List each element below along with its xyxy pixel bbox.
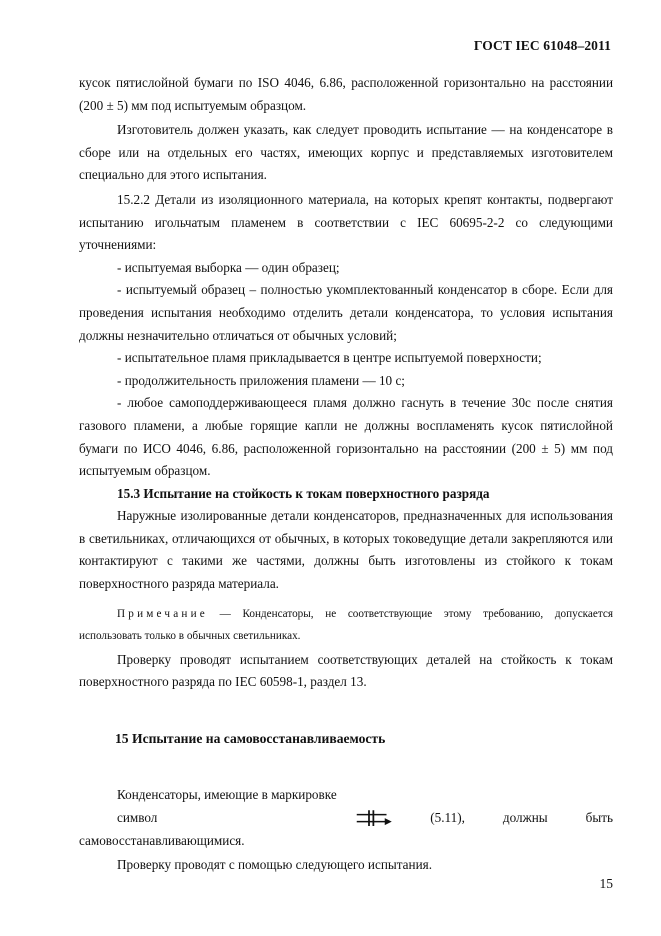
paragraph: Проверку проводят с помощью следующего испытания. xyxy=(117,857,432,873)
paragraph: Проверку проводят испытанием соответствующих деталей на стойкость к токам поверхностного разряда по IEC 60598-1, раздел 13. xyxy=(79,651,613,690)
list-item: - продолжительность приложения пламени –– 10 с; xyxy=(117,372,405,388)
section-ref: (5.11), xyxy=(430,810,465,826)
paragraph: Наружные изолированные детали конденсаторов, предназначенных для использования в светильниках, отличающихся от обычных, в которых токоведущие детали закрепляются или контактируют с такими же частями, должны быть изготовлены из стойкого к токам поверхностного разряда материала. xyxy=(79,508,613,592)
note xyxy=(79,603,613,647)
note-label: Примечание xyxy=(117,607,208,620)
word: должны xyxy=(502,810,548,826)
list-item: - любое самоподдерживающееся пламя должно гаснуть в течение 30с после снятия газового пламени, а любые горящие капли не должны воспламенять кусок пятислойной бумаги по ИСО 4046, 6.86, расположенной горизонтально на расстоянии (200 ± 5) мм под испытуемым образцом. xyxy=(79,395,613,479)
page-number: 15 xyxy=(599,876,613,891)
word: быть xyxy=(585,810,613,826)
section-heading-15: 15 Испытание на самовосстанавливаемость xyxy=(115,730,386,746)
paragraph-line: самовосстанавливающимися. xyxy=(79,832,245,848)
standard-header: ГОСТ IEC 61048–2011 xyxy=(473,38,611,53)
list-item: - испытуемый образец – полностью укомплектованный конденсатор в сборе. Если для проведения испытания необходимо отделить детали конденсатора, то условия испытания должны незначительно отличаться от обычных условий; xyxy=(79,282,613,343)
clause-15-2-2: 15.2.2 Детали из изоляционного материала, на которых крепят контакты, подвергают испытанию игольчатым пламенем в соответствии с IEC 60695-2-2 со следующими уточнениями: xyxy=(79,191,613,253)
paragraph: Изготовитель должен указать, как следует проводить испытание — на конденсаторе в сборе или на отдельных его частях, имеющих корпус и представляемых изготовителем специально для этого испытания. xyxy=(79,122,613,183)
list-item: - испытуемая выборка — один образец; xyxy=(117,259,340,275)
self-healing-capacitor-icon xyxy=(355,808,392,830)
symbol-line-start xyxy=(79,784,392,829)
paragraph-line: (200 ± 5) мм под испытуемым образцом. xyxy=(79,97,307,113)
page-content xyxy=(79,72,613,877)
symbol-line xyxy=(79,784,613,829)
list-item: - испытательное пламя прикладывается в центре испытуемой поверхности; xyxy=(117,350,542,366)
section-heading-15-3: 15.3 Испытание на стойкость к токам поверхностного разряда xyxy=(117,485,490,501)
note-text: — Конденсаторы, не соответствующие этому требованию, допускается использовать только в обычных светильниках. xyxy=(79,607,613,642)
paragraph-line: кусок пятислойной бумаги по ISO 4046, 6.86, расположенной горизонтально на расстоянии xyxy=(79,75,613,90)
symbol-line-text: Конденсаторы, имеющие в маркировке символ xyxy=(117,787,337,826)
